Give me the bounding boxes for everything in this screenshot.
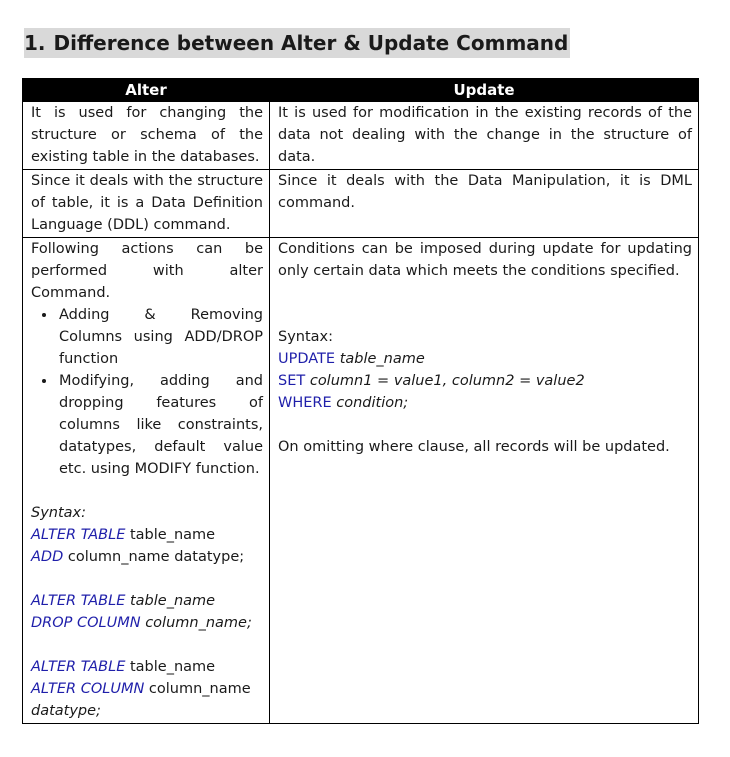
alter-syntax-line: ADD column_name datatype; bbox=[31, 549, 245, 565]
alter-category-cell bbox=[23, 170, 270, 238]
document-heading bbox=[24, 28, 570, 58]
header-update: Update bbox=[270, 79, 699, 102]
update-note-text: On omitting where clause, all records will be updated. bbox=[278, 439, 670, 455]
table-row bbox=[23, 238, 699, 724]
alter-syntax-line: ALTER TABLE table_name bbox=[31, 659, 216, 675]
alter-syntax-line: ALTER COLUMN column_name bbox=[31, 681, 251, 697]
table-row bbox=[23, 170, 699, 238]
update-conditions-text: Conditions can be imposed during update for updating only certain data which meets the conditions specified. bbox=[278, 241, 692, 279]
update-syntax-line: SET column1 = value1, column2 = value2 bbox=[278, 373, 585, 389]
update-purpose-cell bbox=[270, 102, 699, 170]
update-syntax-line: UPDATE table_name bbox=[278, 351, 425, 367]
table-row bbox=[23, 102, 699, 170]
alter-syntax-line: ALTER TABLE table_name bbox=[31, 527, 216, 543]
heading-title: Difference between Alter & Update Command bbox=[53, 31, 569, 55]
alter-actions-list bbox=[31, 304, 263, 480]
table-header-row bbox=[23, 79, 699, 102]
update-syntax-line: WHERE condition; bbox=[278, 395, 409, 411]
alter-details-cell bbox=[23, 238, 270, 724]
alter-purpose-text: It is used for changing the structure or schema of the existing table in the databases. bbox=[31, 105, 263, 165]
update-syntax-label: Syntax: bbox=[278, 329, 334, 345]
update-category-cell bbox=[270, 170, 699, 238]
alter-category-text: Since it deals with the structure of table, it is a Data Definition Language (DDL) command. bbox=[31, 173, 263, 233]
heading-number: 1. bbox=[24, 31, 46, 55]
alter-syntax-line: datatype; bbox=[31, 703, 101, 719]
update-details-cell bbox=[270, 238, 699, 724]
alter-syntax-line: DROP COLUMN column_name; bbox=[31, 615, 252, 631]
update-category-text: Since it deals with the Data Manipulation, it is DML command. bbox=[278, 173, 692, 211]
header-alter: Alter bbox=[23, 79, 270, 102]
alter-purpose-cell bbox=[23, 102, 270, 170]
alter-syntax-line: ALTER TABLE table_name bbox=[31, 593, 216, 609]
update-purpose-text: It is used for modification in the existing records of the data not dealing with the change in the structure of data. bbox=[278, 105, 692, 165]
list-item: • Adding & Removing Columns using ADD/DROP function bbox=[57, 304, 263, 370]
comparison-table bbox=[22, 78, 699, 724]
list-item: • Modifying, adding and dropping features of columns like constraints, datatypes, default value etc. using MODIFY function. bbox=[57, 370, 263, 480]
alter-actions-intro: Following actions can be performed with alter Command. bbox=[31, 241, 263, 301]
alter-syntax-label: Syntax: bbox=[31, 505, 87, 521]
